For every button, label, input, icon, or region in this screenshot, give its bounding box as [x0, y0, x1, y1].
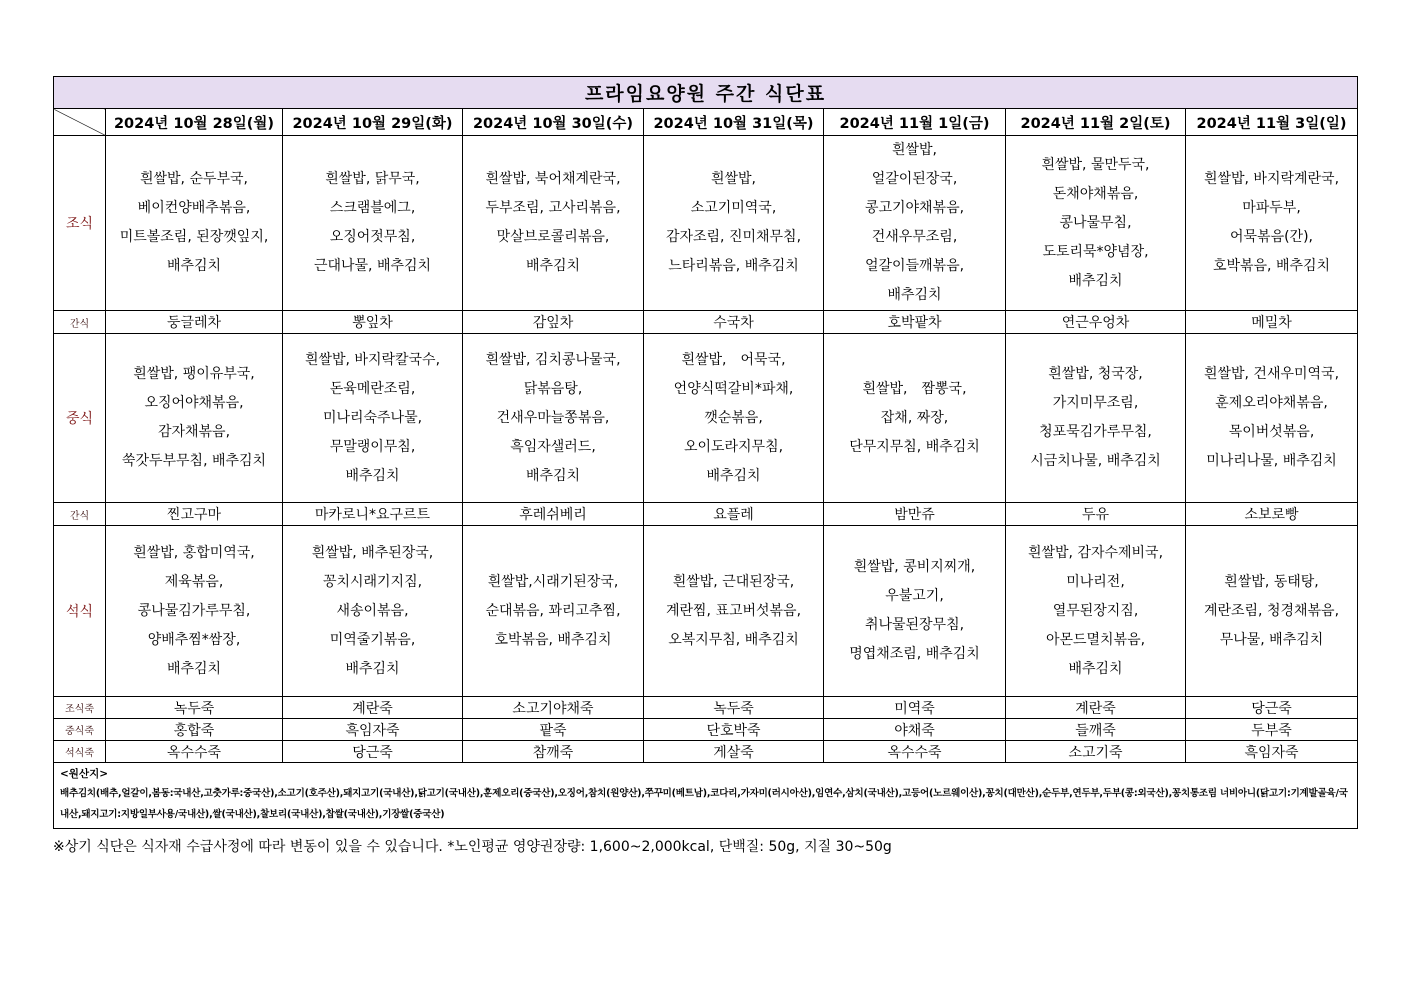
- lunch-menu-cell: [283, 334, 463, 503]
- menu-item-line: 건새우마늘쫑볶음,: [496, 409, 610, 426]
- snack2-cell: 찐고구마: [106, 503, 283, 526]
- menu-item-line: 흰쌀밥,시래기된장국,: [487, 573, 619, 590]
- menu-item-line: 훈제오리야채볶음,: [1215, 395, 1328, 411]
- lunch-menu-cell: [644, 334, 824, 503]
- menu-item-line: 흰쌀밥, 짬뽕국,: [862, 380, 967, 397]
- menu-item-line: 감자채볶음,: [157, 424, 231, 440]
- menu-item-line: 흰쌀밥,: [891, 142, 938, 158]
- menu-item-line: 흰쌀밥, 물만두국,: [1041, 156, 1150, 173]
- breakfast-menu-cell: [106, 136, 283, 311]
- snack-label: 간식: [54, 503, 106, 526]
- snack2-cell: 마카로니*요구르트: [283, 503, 463, 526]
- porridge-dinner-label: 석식죽: [54, 741, 106, 763]
- dinner-label: 석식: [54, 526, 106, 697]
- snack-label: 간식: [54, 311, 106, 334]
- porridge-lunch-cell: 들깨죽: [1006, 719, 1186, 741]
- date-header: 2024년 10월 31일(목): [644, 109, 824, 136]
- origin-row: [54, 763, 1358, 829]
- menu-item-line: 배추김치: [166, 660, 222, 677]
- menu-item-line: 도토리묵*양념장,: [1042, 243, 1149, 260]
- menu-item-line: 잡채, 짜장,: [880, 409, 949, 426]
- menu-item-line: 흰쌀밥, 동태탕,: [1224, 573, 1319, 590]
- menu-item-line: 콩고기야채볶음,: [864, 200, 965, 216]
- menu-item-line: 맛살브로콜리볶음,: [496, 229, 610, 245]
- snack2-cell: 요플레: [644, 503, 824, 526]
- menu-item-line: 배추김치: [525, 258, 581, 274]
- lunch-menu-cell: [106, 334, 283, 503]
- menu-item-line: 콩나물무침,: [1059, 214, 1132, 231]
- menu-item-line: 어묵볶음(간),: [1230, 229, 1313, 245]
- snack1-cell: 연근우엉차: [1006, 311, 1186, 334]
- menu-item-line: 배추김치: [166, 258, 222, 274]
- menu-item-line: 흰쌀밥, 팽이유부국,: [133, 366, 255, 382]
- menu-item-line: 배추김치: [345, 467, 400, 484]
- breakfast-menu-cell: [1006, 136, 1186, 311]
- dinner-menu-cell: [1006, 526, 1186, 697]
- corner-cell: [54, 109, 106, 136]
- breakfast-row: [54, 136, 1358, 311]
- menu-item-line: 배추김치: [345, 660, 400, 677]
- menu-item-line: 감자조림, 진미채무침,: [665, 229, 802, 245]
- menu-item-line: 배추김치: [1068, 272, 1123, 289]
- menu-item-line: 명엽채조림, 배추김치: [849, 646, 980, 662]
- menu-item-line: 콩나물김가루무침,: [137, 602, 251, 619]
- date-header: 2024년 10월 29일(화): [283, 109, 463, 136]
- snack2-cell: 두유: [1006, 503, 1186, 526]
- snack2-cell: 밤만쥬: [824, 503, 1006, 526]
- snack1-cell: 호박팥차: [824, 311, 1006, 334]
- porridge-lunch-label: 중식죽: [54, 719, 106, 741]
- date-header: 2024년 11월 2일(토): [1006, 109, 1186, 136]
- menu-item-line: 쑥갓두부무침, 배추김치: [121, 453, 267, 469]
- menu-item-line: 계란조림, 청경채볶음,: [1203, 602, 1340, 619]
- menu-item-line: 오징어젓무침,: [329, 229, 416, 245]
- dinner-menu-cell: [1186, 526, 1358, 697]
- menu-item-line: 오복지무침, 배추김치: [668, 631, 799, 648]
- date-header: 2024년 10월 28일(월): [106, 109, 283, 136]
- porridge-lunch-cell: 두부죽: [1186, 719, 1358, 741]
- menu-item-line: 건새우무조림,: [871, 229, 958, 245]
- date-header: 2024년 10월 30일(수): [463, 109, 644, 136]
- porridge-dinner-cell: 참깨죽: [463, 741, 644, 763]
- menu-item-line: 흰쌀밥, 건새우미역국,: [1203, 366, 1340, 382]
- menu-item-line: 열무된장지짐,: [1052, 602, 1139, 619]
- menu-item-line: 무나물, 배추김치: [1219, 631, 1324, 648]
- porridge-dinner-cell: 옥수수죽: [824, 741, 1006, 763]
- menu-item-line: 호박볶음, 배추김치: [1212, 258, 1331, 274]
- menu-item-line: 순대볶음, 꽈리고추찜,: [485, 602, 621, 619]
- breakfast-menu-cell: [824, 136, 1006, 311]
- breakfast-menu-cell: [283, 136, 463, 311]
- menu-item-line: 미나리나물, 배추김치: [1206, 453, 1337, 469]
- snack1-cell: 뽕잎차: [283, 311, 463, 334]
- menu-item-line: 두부조림, 고사리볶음,: [485, 200, 621, 216]
- porridge-breakfast-cell: 계란죽: [1006, 697, 1186, 719]
- origin-text: 배추김치(배추,얼갈이,봄동:국내산,고춧가루:중국산),소고기(호주산),돼지고기(국내산),닭고기(국내산),훈제오리(중국산),오징어,참치(원양산),쭈꾸미(베트남),코다리,가자미(러시아산),임연수,삼치(국내산),고등어(노르웨이산),꽁치(대만산),순두부,연두부,두부(콩:외국산),꽁치통조림 너비아니(닭고기:기계발골육/국내산,돼지고기:지방일부사용/국내산),쌀(국내산),찰보리(국내산),찹쌀(국내산),기장쌀(중국산): [60, 788, 1348, 820]
- menu-item-line: 흰쌀밥, 근대된장국,: [672, 573, 795, 590]
- menu-item-line: 흰쌀밥, 감자수제비국,: [1027, 544, 1164, 561]
- porridge-breakfast-cell: 녹두죽: [644, 697, 824, 719]
- dinner-menu-cell: [644, 526, 824, 697]
- snack2-cell: 소보로빵: [1186, 503, 1358, 526]
- menu-item-line: 오이도라지무침,: [683, 438, 784, 455]
- snack2-cell: 후레쉬베리: [463, 503, 644, 526]
- porridge-breakfast-row: [54, 697, 1358, 719]
- menu-item-line: 우불고기,: [885, 588, 944, 604]
- origin-cell: [54, 763, 1358, 829]
- menu-item-line: 가지미무조림,: [1052, 395, 1139, 411]
- menu-item-line: 깻순볶음,: [704, 409, 763, 426]
- menu-item-line: 미나리전,: [1066, 573, 1125, 590]
- menu-item-line: 시금치나물, 배추김치: [1030, 453, 1161, 469]
- lunch-row: [54, 334, 1358, 503]
- porridge-lunch-cell: 홍합죽: [106, 719, 283, 741]
- menu-item-line: 배추김치: [1068, 660, 1123, 677]
- porridge-dinner-cell: 당근죽: [283, 741, 463, 763]
- menu-item-line: 호박볶음, 배추김치: [494, 631, 612, 648]
- menu-item-line: 베이컨양배추볶음,: [137, 200, 251, 216]
- menu-item-line: 스크램블에그,: [329, 200, 416, 216]
- menu-item-line: 배추김치: [706, 467, 761, 484]
- menu-item-line: 흰쌀밥, 김치콩나물국,: [485, 351, 621, 368]
- menu-item-line: 양배추찜*쌈장,: [147, 631, 241, 648]
- menu-item-line: 닭볶음탕,: [523, 380, 583, 397]
- menu-item-line: 소고기미역국,: [690, 200, 777, 216]
- menu-item-line: 청포묵김가루무침,: [1039, 424, 1152, 440]
- dinner-menu-cell: [283, 526, 463, 697]
- menu-item-line: 배추김치: [525, 467, 581, 484]
- lunch-label: 중식: [54, 334, 106, 503]
- menu-item-line: 언양식떡갈비*파채,: [673, 380, 794, 397]
- menu-item-line: 얼갈이된장국,: [871, 171, 958, 187]
- menu-item-line: 배추김치: [887, 287, 942, 303]
- breakfast-menu-cell: [1186, 136, 1358, 311]
- porridge-breakfast-cell: 녹두죽: [106, 697, 283, 719]
- menu-item-line: 느타리볶음, 배추김치: [668, 258, 799, 274]
- menu-item-line: 단무지무침, 배추김치: [849, 438, 980, 455]
- menu-item-line: 흰쌀밥, 콩비지찌개,: [853, 559, 976, 575]
- porridge-dinner-cell: 소고기죽: [1006, 741, 1186, 763]
- menu-item-line: 오징어야채볶음,: [144, 395, 244, 411]
- menu-title: 프라임요양원 주간 식단표: [54, 77, 1358, 109]
- menu-item-line: 미트볼조림, 된장깻잎지,: [119, 229, 269, 245]
- menu-item-line: 돈육메란조림,: [329, 380, 416, 397]
- breakfast-menu-cell: [644, 136, 824, 311]
- porridge-dinner-row: [54, 741, 1358, 763]
- porridge-breakfast-label: 조식죽: [54, 697, 106, 719]
- menu-item-line: 흰쌀밥, 바지락칼국수,: [304, 351, 441, 368]
- breakfast-menu-cell: [463, 136, 644, 311]
- menu-item-line: 흑임자샐러드,: [510, 438, 596, 455]
- porridge-lunch-cell: 단호박죽: [644, 719, 824, 741]
- menu-item-line: 마파두부,: [1242, 200, 1301, 216]
- dinner-menu-cell: [106, 526, 283, 697]
- snack1-cell: 둥글레차: [106, 311, 283, 334]
- menu-item-line: 미역줄기볶음,: [329, 631, 416, 648]
- date-header-row: [54, 109, 1358, 136]
- snack1-cell: 감잎차: [463, 311, 644, 334]
- snack1-cell: 수국차: [644, 311, 824, 334]
- menu-item-line: 흰쌀밥, 북어채계란국,: [485, 171, 621, 187]
- menu-item-line: 목이버섯볶음,: [1228, 424, 1315, 440]
- menu-item-line: 미나리숙주나물,: [322, 409, 423, 426]
- porridge-dinner-cell: 게살죽: [644, 741, 824, 763]
- snack1-cell: 메밀차: [1186, 311, 1358, 334]
- lunch-menu-cell: [1186, 334, 1358, 503]
- menu-item-line: 흰쌀밥, 어묵국,: [681, 351, 786, 368]
- date-header: 2024년 11월 3일(일): [1186, 109, 1358, 136]
- porridge-breakfast-cell: 당근죽: [1186, 697, 1358, 719]
- menu-item-line: 흰쌀밥, 청국장,: [1048, 366, 1143, 382]
- porridge-lunch-cell: 흑임자죽: [283, 719, 463, 741]
- porridge-breakfast-cell: 계란죽: [283, 697, 463, 719]
- dinner-menu-cell: [824, 526, 1006, 697]
- menu-item-line: 새송이볶음,: [336, 602, 409, 619]
- snack-row: [54, 311, 1358, 334]
- menu-item-line: 계란찜, 표고버섯볶음,: [665, 602, 802, 619]
- origin-title: <원산지>: [60, 768, 109, 780]
- date-header: 2024년 11월 1일(금): [824, 109, 1006, 136]
- porridge-breakfast-cell: 소고기야채죽: [463, 697, 644, 719]
- lunch-menu-cell: [463, 334, 644, 503]
- porridge-breakfast-cell: 미역죽: [824, 697, 1006, 719]
- menu-item-line: 제육볶음,: [164, 573, 224, 590]
- snack-row: [54, 503, 1358, 526]
- menu-item-line: 흰쌀밥,: [710, 171, 757, 187]
- breakfast-label: 조식: [54, 136, 106, 311]
- menu-item-line: 무말랭이무침,: [329, 438, 416, 455]
- footer-note: ※상기 식단은 식자재 수급사정에 따라 변동이 있을 수 있습니다. *노인평균 영양권장량: 1,600~2,000kcal, 단백질: 50g, 지질 30~50g: [53, 839, 892, 855]
- porridge-dinner-cell: 옥수수죽: [106, 741, 283, 763]
- menu-item-line: 흰쌀밥, 바지락계란국,: [1203, 171, 1340, 187]
- weekly-menu-table: [53, 76, 1358, 829]
- menu-item-line: 흰쌀밥, 배추된장국,: [311, 544, 434, 561]
- menu-item-line: 취나물된장무침,: [864, 617, 965, 633]
- menu-item-line: 흰쌀밥, 홍합미역국,: [133, 544, 255, 561]
- menu-item-line: 흰쌀밥, 순두부국,: [139, 171, 249, 187]
- dinner-row: [54, 526, 1358, 697]
- porridge-lunch-cell: 팥죽: [463, 719, 644, 741]
- porridge-lunch-row: [54, 719, 1358, 741]
- menu-item-line: 흰쌀밥, 닭무국,: [325, 171, 420, 187]
- dinner-menu-cell: [463, 526, 644, 697]
- menu-item-line: 근대나물, 배추김치: [313, 258, 432, 274]
- menu-item-line: 얼갈이들깨볶음,: [864, 258, 965, 274]
- menu-item-line: 아몬드멸치볶음,: [1045, 631, 1146, 648]
- menu-item-line: 꽁치시래기지짐,: [322, 573, 423, 590]
- lunch-menu-cell: [824, 334, 1006, 503]
- menu-item-line: 돈채야채볶음,: [1052, 185, 1139, 202]
- lunch-menu-cell: [1006, 334, 1186, 503]
- porridge-lunch-cell: 야채죽: [824, 719, 1006, 741]
- porridge-dinner-cell: 흑임자죽: [1186, 741, 1358, 763]
